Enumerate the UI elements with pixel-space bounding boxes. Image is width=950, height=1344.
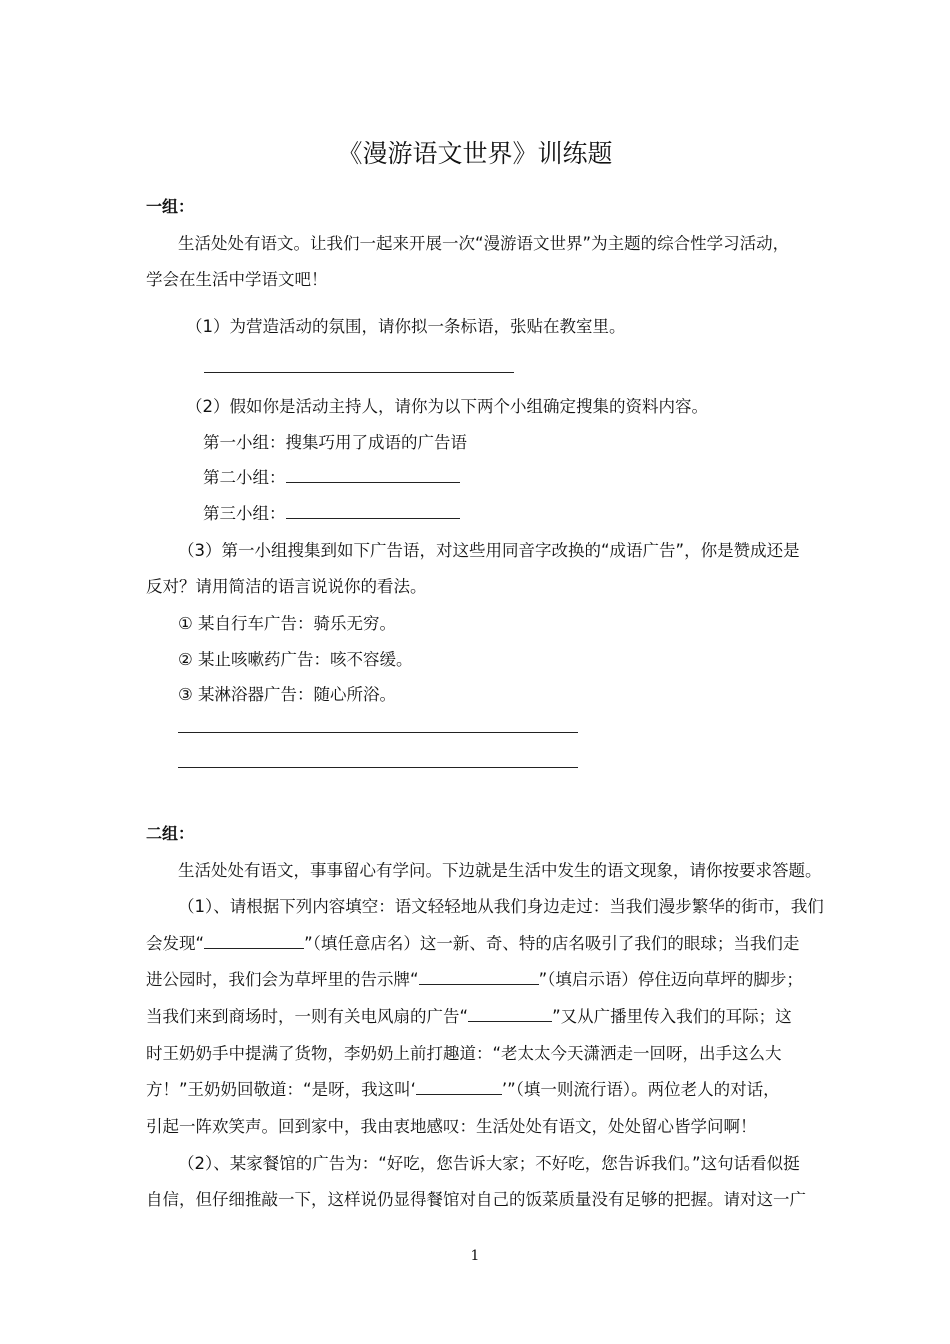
group1-intro-line2: 学会在生活中学语文吧！ [146,270,328,289]
q1-line6-end: ’”（填一则流行语）。两位老人的对话， [501,1080,780,1099]
team2-answer-line[interactable] [286,482,460,483]
group1-question1: （1）为营造活动的氛围，请你拟一条标语，张贴在教室里。 [186,317,626,336]
group1-question3-line1: （3）第一小组搜集到如下广告语，对这些用同音字改换的“成语广告”，你是赞成还是 [178,541,800,560]
ad-item-1: ① 某自行车广告：骑乐无穷。 [178,614,397,633]
q1-line6-start: 方！”王奶奶回敬道：“是呀，我这叫‘ [146,1080,416,1099]
q1-line4-start: 当我们来到商场时，一则有关电风扇的广告“ [146,1007,469,1026]
team3-label: 第三小组： [203,504,286,523]
group2-q1-line3 [146,966,803,990]
group1-intro-line1: 生活处处有语文。让我们一起来开展一次“漫游语文世界”为主题的综合性学习活动， [178,234,790,253]
group2-q1-line6 [146,1076,780,1100]
group2-q1-line1: （1）、请根据下列内容填空：语文轻轻地从我们身边走过：当我们漫步繁华的街市，我们 [178,897,824,916]
shop-name-blank[interactable] [204,932,304,950]
page-number: 1 [470,1248,480,1264]
opinion-answer-line-1[interactable] [178,732,578,733]
group2-q2-line1: （2）、某家餐馆的广告为：“好吃，您告诉大家；不好吃，您告诉我们。”这句话看似挺 [178,1154,800,1173]
popular-phrase-blank[interactable] [416,1078,502,1096]
group2-intro: 生活处处有语文，事事留心有学问。下边就是生活中发生的语文现象，请你按要求答题。 [178,861,822,880]
group2-q1-line5: 时王奶奶手中提满了货物，李奶奶上前打趣道：“老太太今天潇洒走一回呀，出手这么大 [146,1044,782,1063]
q1-line2-start: 会发现“ [146,934,205,953]
page-title: 《漫游语文世界》训练题 [337,139,613,168]
answer-line-slogan[interactable] [204,372,514,373]
q1-line3-start: 进公园时，我们会为草坪里的告示牌“ [146,970,419,989]
group1-question2: （2）假如你是活动主持人，请你为以下两个小组确定搜集的资料内容。 [186,397,708,416]
notice-blank[interactable] [419,968,539,986]
group2-q1-line2 [146,930,799,954]
team2-label: 第二小组： [203,468,286,487]
group1-question3-line2: 反对？请用简洁的语言说说你的看法。 [146,577,427,596]
opinion-answer-line-2[interactable] [178,767,578,768]
q1-line2-end: ”（填任意店名）这一新、奇、特的店名吸引了我们的眼球；当我们走 [304,934,800,953]
group2-q1-line4 [146,1003,792,1027]
ad-item-3: ③ 某淋浴器广告：随心所浴。 [178,685,397,704]
q1-line3-end: ”（填启示语）停住迈向草坪的脚步； [538,970,803,989]
fan-ad-blank[interactable] [468,1005,552,1023]
group2-heading: 二组： [146,824,195,843]
group2-q2-line2: 自信，但仔细推敲一下，这样说仍显得餐馆对自己的饭菜质量没有足够的把握。请对这一广 [146,1190,806,1209]
team3-answer-line[interactable] [286,518,460,519]
team1-text: 第一小组：搜集巧用了成语的广告语 [203,433,467,452]
q1-line4-end: ”又从广播里传入我们的耳际；这 [552,1007,792,1026]
group1-heading: 一组： [146,197,195,216]
group2-q1-line7: 引起一阵欢笑声。回到家中，我由衷地感叹：生活处处有语文，处处留心皆学问啊！ [146,1117,757,1136]
ad-item-2: ② 某止咳嗽药广告：咳不容缓。 [178,650,413,669]
